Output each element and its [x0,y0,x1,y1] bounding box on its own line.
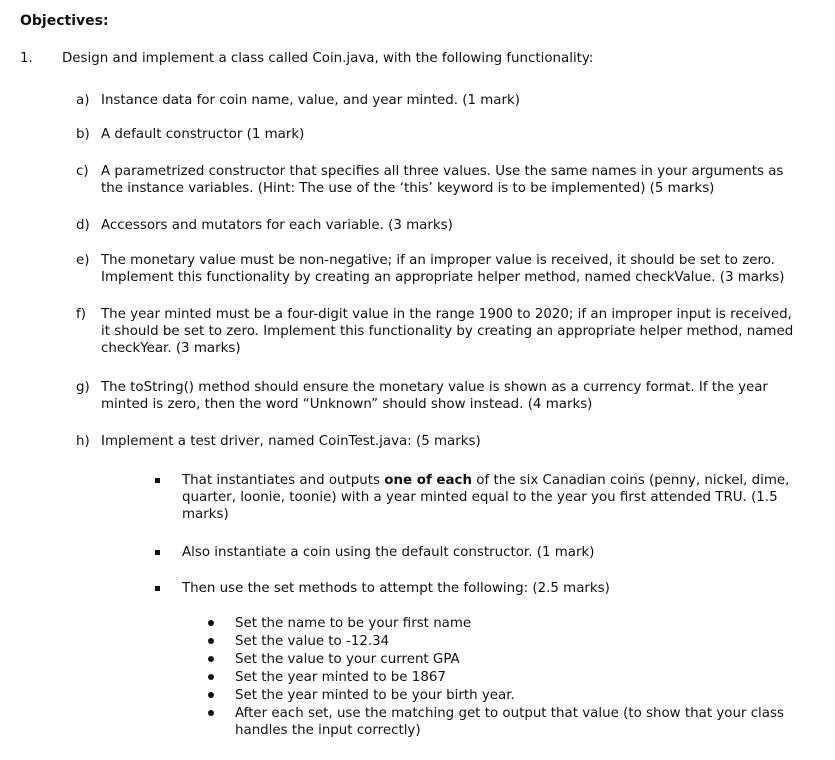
item-label: b) [76,127,90,142]
square-bullet-icon [155,478,160,483]
item-text: A default constructor (1 mark) [101,127,305,142]
sub-bullet-text: Set the name to be your first name [235,616,472,631]
round-bullet-icon [208,692,214,698]
item-text: Accessors and mutators for each variable. (3 marks) [101,218,453,233]
round-bullet-icon [208,710,214,716]
objectives-heading: Objectives: [20,13,109,29]
sub-bullet-item [208,633,808,650]
item-label: c) [76,164,89,179]
sub-bullet-item [208,669,808,686]
item-text: The monetary value must be non-negative; if an improper value is received, it should be set to zero. Implement this functionality by creating an appropriate helper method, named checkValue. (3 marks) [101,253,785,285]
item-text: The toString() method should ensure the monetary value is shown as a currency format. If the year minted is zero, then the word “Unknown” should show instead. (4 marks) [101,380,768,412]
item-label: a) [76,93,90,108]
sub-bullet-item [208,687,808,704]
item-label: e) [76,253,90,268]
bullet-text: Then use the set methods to attempt the following: (2.5 marks) [182,581,610,596]
sub-bullet-text: Set the value to -12.34 [235,634,390,649]
item-text: Implement a test driver, named CoinTest.java: (5 marks) [101,434,481,449]
sub-bullet-item [208,615,808,632]
round-bullet-icon [208,674,214,680]
sub-bullet-text: After each set, use the matching get to output that value (to show that your class handles the input correctly) [235,706,784,738]
item-text: Instance data for coin name, value, and year minted. (1 mark) [101,93,520,108]
sub-bullet-item [208,705,808,738]
item-label: d) [76,218,90,233]
bullet-bold-text: one of each [384,473,473,488]
round-bullet-icon [208,620,214,626]
round-bullet-icon [208,638,214,644]
round-bullet-icon [208,656,214,662]
square-bullet-icon [155,586,160,591]
question-number: 1. [20,51,33,66]
bullet-text: Also instantiate a coin using the default constructor. (1 mark) [182,545,595,560]
sub-bullet-text: Set the year minted to be 1867 [235,670,446,685]
sub-bullet-text: Set the value to your current GPA [235,652,460,667]
item-label: h) [76,434,90,449]
sub-bullet-item [208,651,808,668]
sub-bullet-text: Set the year minted to be your birth year. [235,688,515,703]
item-label: g) [76,380,90,395]
question-text: Design and implement a class called Coin.java, with the following functionality: [62,51,594,66]
square-bullet-icon [155,550,160,555]
bullet-text: That instantiates and outputs one of each of the six Canadian coins (penny, nickel, dime, quarter, loonie, toonie) with a year minted equal to the year you first attended TRU. (1.5 marks) [182,473,790,522]
item-text: A parametrized constructor that specifies all three values. Use the same names in your arguments as the instance variables. (Hint: The use of the ‘this’ keyword is to be implemented) (5 marks) [101,164,784,196]
item-text: The year minted must be a four-digit value in the range 1900 to 2020; if an improper input is received, it should be set to zero. Implement this functionality by creating an appropriate helper method, named checkYear. (3 marks) [101,307,794,356]
item-label: f) [76,307,86,322]
